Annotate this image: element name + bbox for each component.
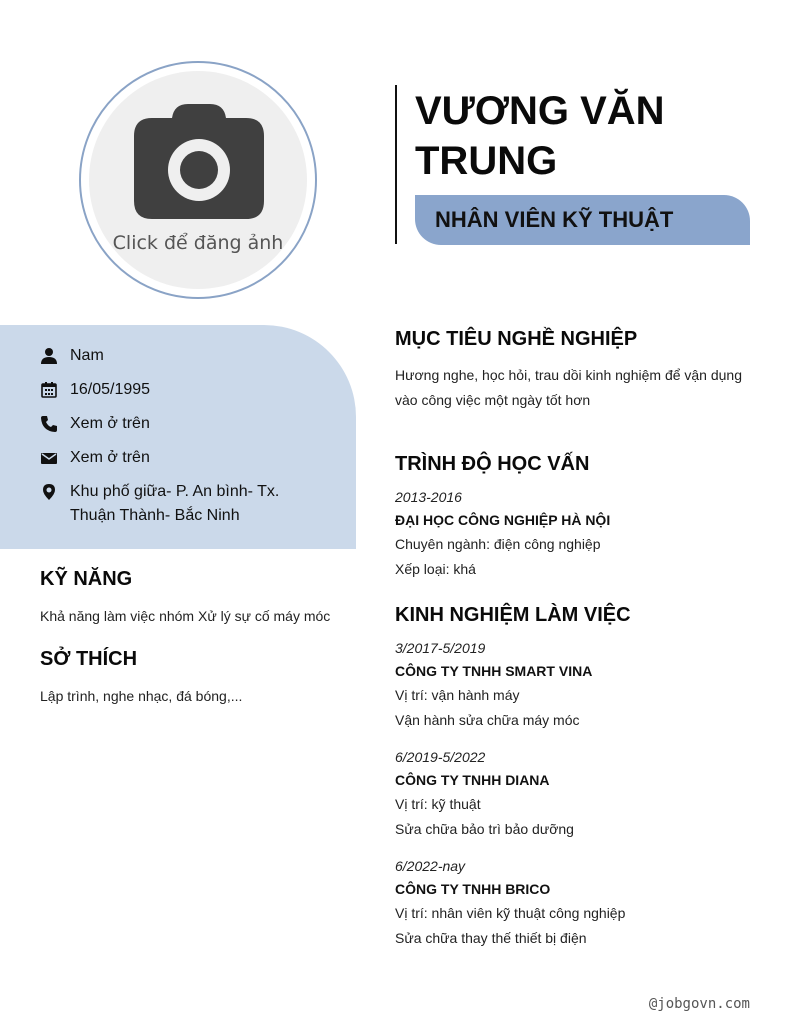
- skills-text: Khả năng làm việc nhóm Xử lý sự cố máy móc: [40, 608, 331, 624]
- contact-email: [40, 446, 300, 470]
- hobbies-title: SỞ THÍCH: [40, 648, 138, 670]
- candidate-name: VƯƠNG VĂN TRUNG: [415, 89, 665, 183]
- job-company: CÔNG TY TNHH DIANA: [395, 772, 550, 788]
- job-position: Vị trí: nhân viên kỹ thuật công nghiệp: [395, 905, 626, 921]
- job-company: CÔNG TY TNHH BRICO: [395, 881, 551, 897]
- job-title-badge: [415, 195, 750, 245]
- contact-text: 16/05/1995: [70, 381, 151, 398]
- education-school: ĐẠI HỌC CÔNG NGHIỆP HÀ NỘI: [395, 512, 611, 528]
- camera-icon: [134, 104, 264, 219]
- job-title: NHÂN VIÊN KỸ THUẬT: [435, 207, 674, 232]
- email-icon: [40, 449, 58, 467]
- experience-entry: [395, 637, 755, 733]
- contact-address: [40, 480, 300, 528]
- experience-section: [395, 604, 755, 951]
- calendar-icon: [40, 381, 58, 399]
- experience-title: KINH NGHIỆM LÀM VIỆC: [395, 604, 631, 626]
- skills-title: KỸ NĂNG: [40, 568, 133, 590]
- avatar-upload[interactable]: [79, 61, 317, 299]
- objective-title: MỤC TIÊU NGHỀ NGHIỆP: [395, 328, 638, 350]
- job-description: Sửa chữa bảo trì bảo dưỡng: [395, 821, 574, 837]
- avatar-placeholder[interactable]: [89, 71, 307, 289]
- education-period: 2013-2016: [395, 489, 462, 505]
- contact-text: Xem ở trên: [70, 415, 150, 432]
- footer-watermark: @jobgovn.com: [648, 996, 750, 1012]
- experience-entry: [395, 746, 755, 842]
- contact-birthday: [40, 378, 300, 402]
- job-company: CÔNG TY TNHH SMART VINA: [395, 663, 593, 679]
- location-pin-icon: [40, 483, 58, 501]
- job-description: Vận hành sửa chữa máy móc: [395, 712, 580, 728]
- job-period: 6/2022-nay: [395, 858, 466, 874]
- contact-text: Khu phố giữa- P. An bình- Tx. Thuận Thành- Bắc Ninh: [70, 483, 280, 524]
- photo-caption[interactable]: Click để đăng ảnh: [112, 232, 284, 254]
- objective-section: [395, 328, 755, 413]
- contact-text: Nam: [70, 347, 104, 364]
- header-divider: [395, 85, 397, 244]
- objective-text: Hương nghe, học hỏi, trau dồi kinh nghiệm để vận dụng vào công việc một ngày tốt hơn: [395, 367, 743, 408]
- job-period: 3/2017-5/2019: [395, 640, 486, 656]
- education-title: TRÌNH ĐỘ HỌC VẤN: [395, 453, 590, 475]
- hobbies-text: Lập trình, nghe nhạc, đá bóng,...: [40, 688, 243, 704]
- job-description: Sửa chữa thay thế thiết bị điện: [395, 930, 587, 946]
- education-grade: Xếp loại: khá: [395, 561, 476, 577]
- education-section: [395, 453, 755, 582]
- experience-entry: [395, 855, 755, 951]
- phone-icon: [40, 415, 58, 433]
- job-position: Vị trí: kỹ thuật: [395, 796, 481, 812]
- contact-gender: [40, 344, 300, 368]
- education-major: Chuyên ngành: điện công nghiệp: [395, 536, 601, 552]
- job-period: 6/2019-5/2022: [395, 749, 486, 765]
- user-icon: [40, 347, 58, 365]
- job-position: Vị trí: vận hành máy: [395, 687, 520, 703]
- contact-text: Xem ở trên: [70, 449, 150, 466]
- contact-phone: [40, 412, 300, 436]
